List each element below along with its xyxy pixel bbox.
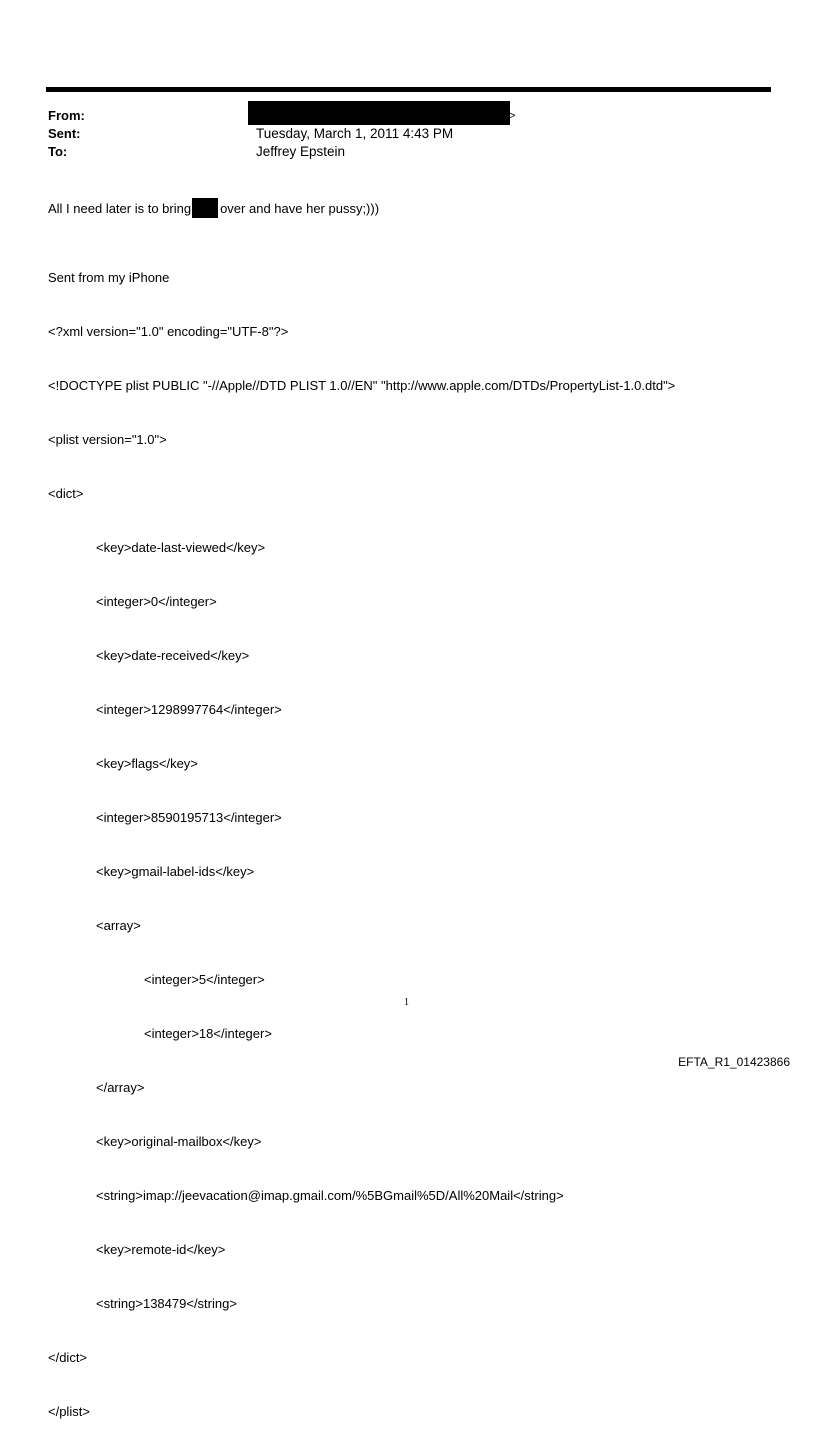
from-label: From: [48,108,85,123]
plist-line: <key>date-last-viewed</key> [96,540,266,555]
from-row [48,107,748,125]
plist-line: <key>original-mailbox</key> [96,1134,262,1149]
plist-line: <dict> [48,486,84,501]
sent-label: Sent: [48,126,81,141]
from-value-tail: > [509,110,516,122]
plist-line: <integer>1298997764</integer> [96,702,282,717]
plist-line: <key>flags</key> [96,756,198,771]
plist-line: <key>date-received</key> [96,648,250,663]
plist-line: <string>138479</string> [96,1296,237,1311]
plist-line: <integer>0</integer> [96,594,217,609]
plist-line: <integer>5</integer> [144,972,265,987]
plist-line: </dict> [48,1350,88,1365]
header-divider [46,87,771,92]
document-id: EFTA_R1_01423866 [678,1055,790,1069]
to-value: Jeffrey Epstein [256,144,346,159]
plist-line: </plist> [48,1404,90,1419]
plist-line: <plist version="1.0"> [48,432,167,447]
sent-row [48,125,748,143]
plist-line: <integer>8590195713</integer> [96,810,282,825]
plist-line: <?xml version="1.0" encoding="UTF-8"?> [48,324,289,339]
signature-line: Sent from my iPhone [48,270,170,285]
page-number: 1 [404,997,409,1008]
plist-line: </array> [96,1080,145,1095]
plist-line: <!DOCTYPE plist PUBLIC "-//Apple//DTD PLIST 1.0//EN" "http://www.apple.com/DTDs/PropertyList-1.0.dtd"> [48,378,676,393]
inline-redaction-box [192,198,218,218]
message-text-after: over and have her pussy;))) [220,201,380,216]
plist-line: <string>imap://jeevacation@imap.gmail.com/%5BGmail%5D/All%20Mail</string> [96,1188,564,1203]
email-header [48,107,748,161]
plist-line: <integer>18</integer> [144,1026,272,1041]
signature-and-plist [48,233,675,1439]
to-label: To: [48,144,68,159]
plist-line: <array> [96,918,141,933]
to-row [48,143,748,161]
message-body [48,198,379,218]
sent-value: Tuesday, March 1, 2011 4:43 PM [256,126,454,141]
plist-line: <key>gmail-label-ids</key> [96,864,255,879]
redaction-box [248,101,510,125]
plist-line: <key>remote-id</key> [96,1242,226,1257]
message-text-before: All I need later is to bring [48,201,192,216]
